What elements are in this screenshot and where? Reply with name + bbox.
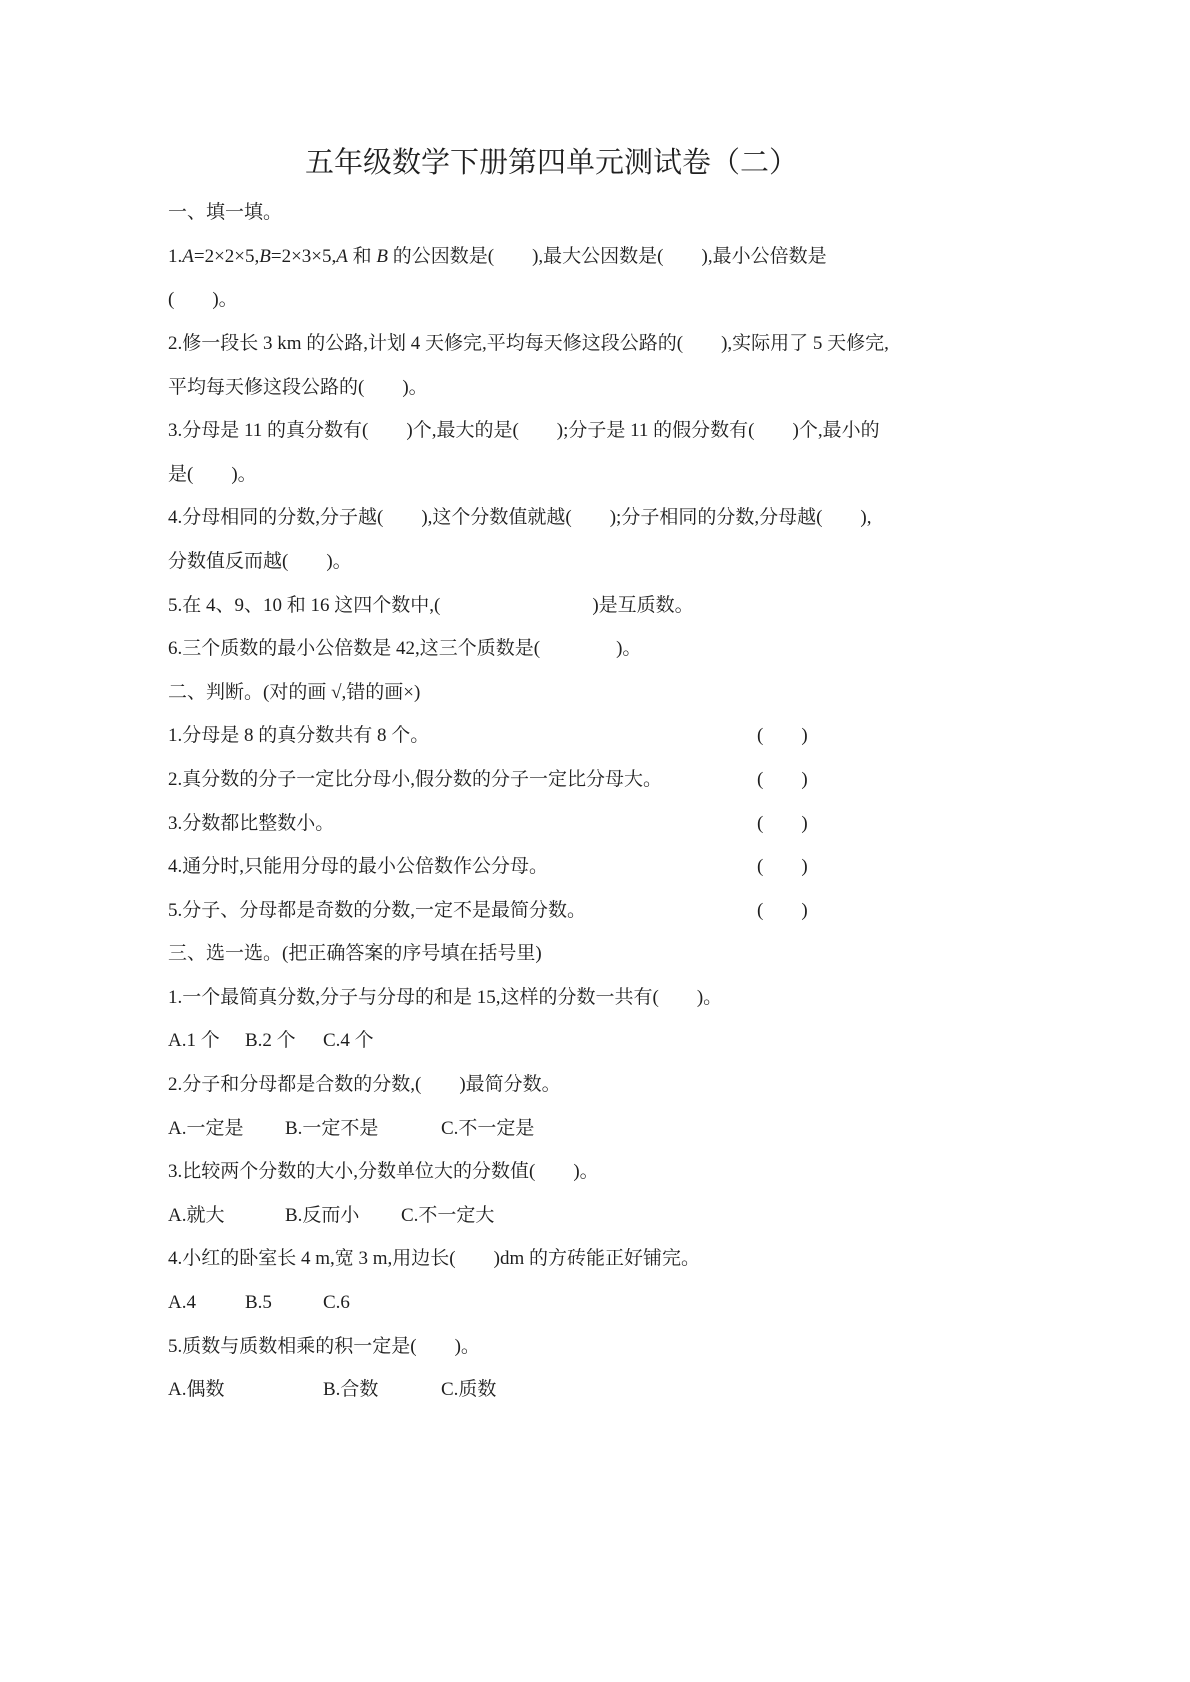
fill-question-3-line-2: 是( )。 [168,463,257,485]
option-b: B.5 [245,1292,272,1314]
option-b: B.一定不是 [285,1117,379,1139]
judge-item-2 [168,758,1068,802]
q1-var-b: B [259,245,271,267]
option-b: B.反而小 [285,1204,360,1226]
q1-part: 1. [168,245,183,267]
choice-options-3 [168,1194,1068,1238]
q1-var-b: B [376,245,389,267]
section-choice-heading: 三、选一选。(把正确答案的序号填在括号里) [168,943,542,965]
choice-question-5: 5.质数与质数相乘的积一定是( )。 [168,1335,480,1357]
q1-var-a: A [182,245,194,267]
fill-question-1-line-1 [168,235,1068,279]
judge-answer-blank: ( ) [757,812,808,834]
option-c: C.不一定大 [401,1204,495,1226]
option-c: C.4 个 [323,1030,374,1052]
judge-statement: 1.分母是 8 的真分数共有 8 个。 [168,725,430,747]
choice-options-1 [168,1019,1068,1063]
option-c: C.6 [323,1292,350,1314]
q1-part: =2×3×5, [270,245,337,267]
option-c: C.质数 [441,1379,497,1401]
judge-answer-blank: ( ) [757,725,808,747]
choice-options-5 [168,1368,1068,1412]
option-b: B.合数 [323,1379,379,1401]
page-title: 五年级数学下册第四单元测试卷（二） [304,147,798,179]
section-fill-heading: 一、填一填。 [168,202,283,224]
option-c: C.不一定是 [441,1117,535,1139]
fill-question-2-line-1: 2.修一段长 3 km 的公路,计划 4 天修完,平均每天修这段公路的( ),实际用了 5 天修完, [168,332,889,354]
judge-answer-blank: ( ) [757,768,808,790]
fill-question-4-line-2: 分数值反而越( )。 [168,550,352,572]
test-content [168,191,1068,1412]
q1-part: 和 [347,245,377,267]
option-a: A.1 个 [168,1030,220,1052]
q1-part: =2×2×5, [193,245,260,267]
judge-answer-blank: ( ) [757,899,808,921]
option-a: A.就大 [168,1204,225,1226]
choice-question-2: 2.分子和分母都是合数的分数,( )最简分数。 [168,1074,561,1096]
choice-question-1: 1.一个最简真分数,分子与分母的和是 15,这样的分数一共有( )。 [168,986,723,1008]
judge-item-4 [168,845,1068,889]
option-a: A.偶数 [168,1379,225,1401]
q1-var-a: A [336,245,348,267]
judge-statement: 4.通分时,只能用分母的最小公倍数作公分母。 [168,856,549,878]
option-a: A.一定是 [168,1117,244,1139]
fill-question-5: 5.在 4、9、10 和 16 这四个数中,( )是互质数。 [168,594,694,616]
fill-question-6: 6.三个质数的最小公倍数是 42,这三个质数是( )。 [168,638,642,660]
section-judge-heading: 二、判断。(对的画 √,错的画×) [168,681,421,703]
judge-item-5 [168,889,1068,933]
choice-question-4: 4.小红的卧室长 4 m,宽 3 m,用边长( )dm 的方砖能正好铺完。 [168,1248,700,1270]
fill-question-3-line-1: 3.分母是 11 的真分数有( )个,最大的是( );分子是 11 的假分数有( )个,最小的 [168,420,880,442]
fill-question-1-line-2: ( )。 [168,289,238,311]
judge-statement: 2.真分数的分子一定比分母小,假分数的分子一定比分母大。 [168,768,663,790]
choice-options-2 [168,1107,1068,1151]
judge-item-3 [168,802,1068,846]
judge-item-1 [168,714,1068,758]
judge-answer-blank: ( ) [757,856,808,878]
fill-question-2-line-2: 平均每天修这段公路的( )。 [168,376,428,398]
option-a: A.4 [168,1292,196,1314]
q1-part: 的公因数是( ),最大公因数是( ),最小公倍数是 [388,245,827,267]
choice-question-3: 3.比较两个分数的大小,分数单位大的分数值( )。 [168,1161,599,1183]
judge-statement: 5.分子、分母都是奇数的分数,一定不是最简分数。 [168,899,587,921]
judge-statement: 3.分数都比整数小。 [168,812,335,834]
choice-options-4 [168,1281,1068,1325]
fill-question-4-line-1: 4.分母相同的分数,分子越( ),这个分数值就越( );分子相同的分数,分母越( ), [168,507,872,529]
option-b: B.2 个 [245,1030,296,1052]
